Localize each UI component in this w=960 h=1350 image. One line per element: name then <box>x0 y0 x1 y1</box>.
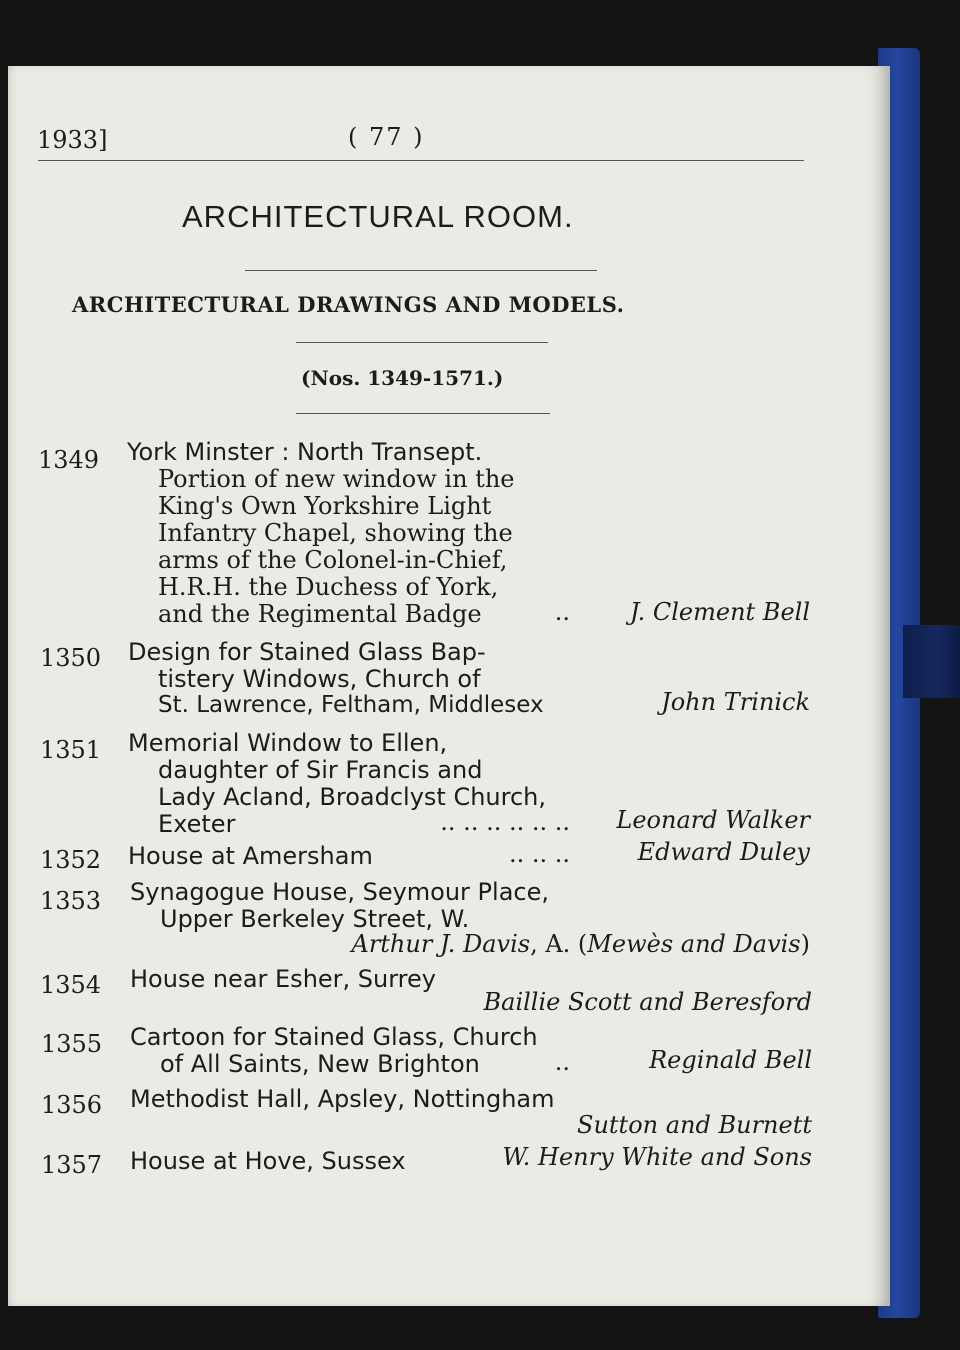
entry-number: 1351 <box>40 736 102 764</box>
entry-number: 1352 <box>40 846 102 874</box>
entry-artist-firm: Mewès and Davis <box>587 930 801 958</box>
entry-description-line: Cartoon for Stained Glass, Church <box>130 1023 538 1051</box>
entry-description-line: Exeter <box>158 810 236 838</box>
entry-description-line: daughter of Sir Francis and <box>158 756 483 784</box>
year-label: 1933] <box>37 126 108 154</box>
entry-description-line: King's Own Yorkshire Light <box>158 492 492 520</box>
entry-description-line: Synagogue House, Seymour Place, <box>130 878 549 906</box>
entry-description-line: of All Saints, New Brighton <box>160 1050 480 1078</box>
entry-description-line: Portion of new window in the <box>158 465 515 493</box>
entry-artist: Baillie Scott and Beresford <box>483 988 812 1016</box>
header-rule <box>38 160 804 161</box>
entry-description-line <box>127 438 482 466</box>
dot-leader: .. <box>554 598 570 626</box>
entry-artist-close: ) <box>800 930 810 958</box>
entry-artist: Leonard Walker <box>616 806 810 834</box>
entry-artist <box>351 930 810 958</box>
entry-artist: W. Henry White and Sons <box>502 1143 812 1171</box>
entry-number: 1354 <box>40 971 102 999</box>
page-title: ARCHITECTURAL ROOM. <box>182 199 574 234</box>
dot-leader: .. .. .. .. .. .. <box>440 808 570 836</box>
entry-description-line: House at Amersham <box>128 842 373 870</box>
subtitle-rule <box>296 342 548 343</box>
number-range: (Nos. 1349-1571.) <box>301 366 504 390</box>
page-number: ( 77 ) <box>348 123 425 151</box>
entry-number: 1353 <box>40 887 102 915</box>
entry-description-line: and the Regimental Badge <box>158 600 482 628</box>
entry-description-line: arms of the Colonel-in-Chief, <box>158 546 508 574</box>
entry-description-line: House at Hove, Sussex <box>130 1147 406 1175</box>
title-rule <box>245 270 597 271</box>
entry-number: 1349 <box>38 446 100 474</box>
entry-artist-suffix: , A. ( <box>530 930 588 958</box>
entry-heading: York Minster : North Transept. <box>127 438 483 466</box>
entry-number: 1357 <box>41 1151 103 1179</box>
bookmark-ribbon <box>903 625 960 698</box>
entry-description-line: Design for Stained Glass Bap- <box>128 638 486 666</box>
entry-description-line: Upper Berkeley Street, W. <box>160 905 470 933</box>
entry-artist: Reginald Bell <box>649 1046 812 1074</box>
entry-description-line: St. Lawrence, Feltham, Middlesex <box>158 692 544 718</box>
entry-artist-name: Arthur J. Davis <box>351 930 531 958</box>
entry-number: 1356 <box>41 1091 103 1119</box>
dot-leader: .. .. .. <box>508 840 570 868</box>
entry-description-line: Infantry Chapel, showing the <box>158 519 513 547</box>
entry-number: 1355 <box>41 1030 103 1058</box>
catalogue-page <box>8 66 890 1306</box>
entry-number: 1350 <box>40 644 102 672</box>
section-subtitle: ARCHITECTURAL DRAWINGS AND MODELS. <box>72 292 625 317</box>
entry-description-line: Memorial Window to Ellen, <box>128 729 448 757</box>
range-rule <box>296 413 550 414</box>
entry-description-line: House near Esher, Surrey <box>130 965 436 993</box>
entry-artist: John Trinick <box>661 688 810 716</box>
entry-description-line: H.R.H. the Duchess of York, <box>158 573 499 601</box>
entry-description-line: Lady Acland, Broadclyst Church, <box>158 783 547 811</box>
entry-artist: Edward Duley <box>637 838 810 866</box>
entry-description-line: Methodist Hall, Apsley, Nottingham <box>130 1085 555 1113</box>
entry-artist: J. Clement Bell <box>629 598 810 626</box>
entry-description-line: tistery Windows, Church of <box>158 665 481 693</box>
entry-artist: Sutton and Burnett <box>577 1111 812 1139</box>
dot-leader: .. <box>554 1048 570 1076</box>
